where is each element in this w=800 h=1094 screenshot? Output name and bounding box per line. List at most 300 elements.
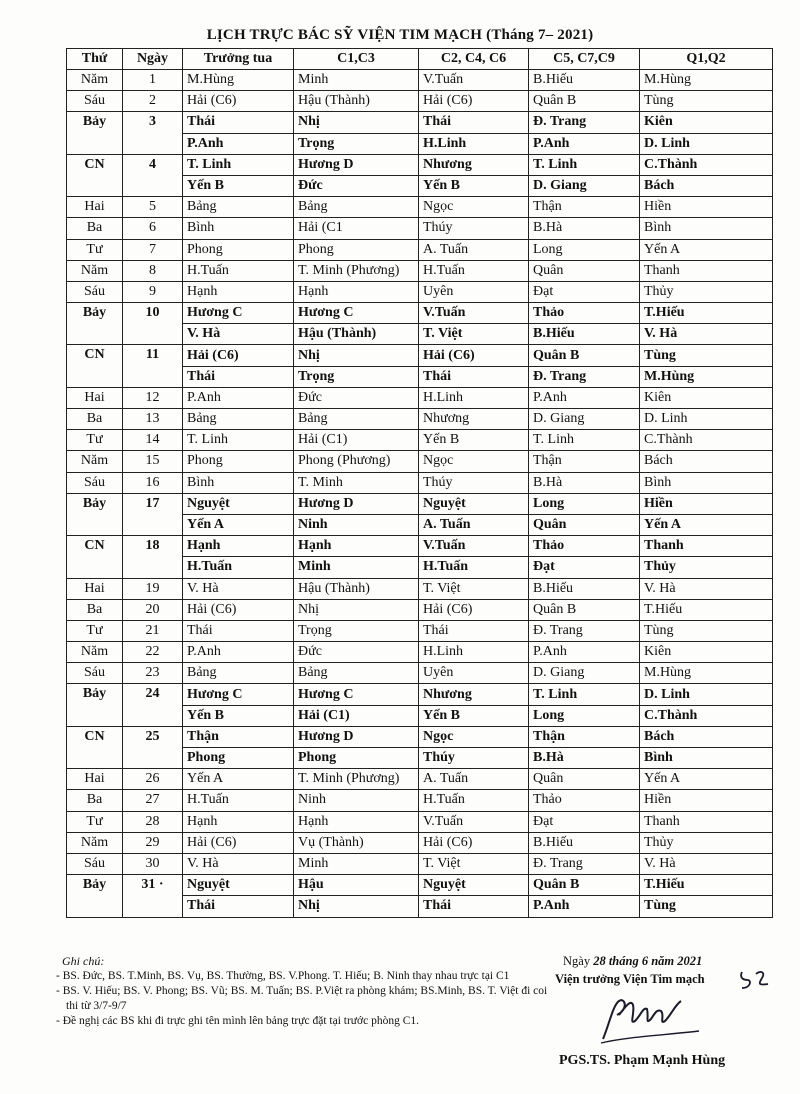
cell-shift-lead: T. Linh xyxy=(183,430,294,451)
cell-c5-c7-c9: Đ. Trang xyxy=(529,366,640,387)
cell-date: 1 xyxy=(123,70,183,91)
cell-q1-q2: Hiền xyxy=(640,790,773,811)
table-row xyxy=(67,91,773,112)
cell-c5-c7-c9: Quân B xyxy=(529,875,640,896)
cell-c1-c3: Hương D xyxy=(294,493,419,514)
table-row xyxy=(67,239,773,260)
table-row xyxy=(67,472,773,493)
cell-c2-c4-c6: Nhương xyxy=(419,684,529,705)
cell-c1-c3: T. Minh (Phương) xyxy=(294,260,419,281)
cell-shift-lead: Hải (C6) xyxy=(183,832,294,853)
cell-shift-lead: Yến B xyxy=(183,175,294,196)
cell-date: 15 xyxy=(123,451,183,472)
cell-c2-c4-c6: Ngọc xyxy=(419,726,529,747)
cell-day: CN xyxy=(67,154,123,196)
cell-date: 12 xyxy=(123,387,183,408)
cell-c2-c4-c6: T. Việt xyxy=(419,853,529,874)
cell-q1-q2: Tùng xyxy=(640,345,773,366)
table-row xyxy=(67,726,773,747)
cell-day: Bảy xyxy=(67,684,123,726)
cell-c1-c3: Trọng xyxy=(294,366,419,387)
cell-shift-lead: Hạnh xyxy=(183,281,294,302)
cell-c1-c3: Đức xyxy=(294,387,419,408)
cell-c5-c7-c9: D. Giang xyxy=(529,663,640,684)
cell-day: Hai xyxy=(67,769,123,790)
cell-c1-c3: Nhị xyxy=(294,599,419,620)
cell-c5-c7-c9: Đạt xyxy=(529,281,640,302)
cell-shift-lead: Phong xyxy=(183,239,294,260)
cell-q1-q2: Thủy xyxy=(640,281,773,302)
cell-shift-lead: P.Anh xyxy=(183,387,294,408)
table-row xyxy=(67,578,773,599)
cell-c2-c4-c6: Uyên xyxy=(419,281,529,302)
cell-q1-q2: C.Thành xyxy=(640,430,773,451)
cell-c1-c3: Hương D xyxy=(294,154,419,175)
cell-c1-c3: Hạnh xyxy=(294,281,419,302)
cell-q1-q2: V. Hà xyxy=(640,853,773,874)
cell-c5-c7-c9: D. Giang xyxy=(529,175,640,196)
cell-day: Năm xyxy=(67,260,123,281)
cell-c2-c4-c6: H.Tuấn xyxy=(419,557,529,578)
cell-date: 3 xyxy=(123,112,183,154)
cell-q1-q2: Hiền xyxy=(640,197,773,218)
cell-c2-c4-c6: Ngọc xyxy=(419,451,529,472)
cell-c1-c3: Hậu xyxy=(294,875,419,896)
cell-c1-c3: Nhị xyxy=(294,896,419,917)
table-row xyxy=(67,281,773,302)
cell-day: Năm xyxy=(67,642,123,663)
cell-date: 25 xyxy=(123,726,183,768)
cell-day: Bảy xyxy=(67,875,123,917)
cell-date: 20 xyxy=(123,599,183,620)
cell-c2-c4-c6: T. Việt xyxy=(419,578,529,599)
cell-shift-lead: Phong xyxy=(183,748,294,769)
cell-date: 11 xyxy=(123,345,183,387)
cell-q1-q2: V. Hà xyxy=(640,324,773,345)
table-row xyxy=(67,642,773,663)
cell-q1-q2: C.Thành xyxy=(640,705,773,726)
table-row xyxy=(67,769,773,790)
cell-date: 13 xyxy=(123,409,183,430)
cell-c1-c3: T. Minh xyxy=(294,472,419,493)
cell-day: Tư xyxy=(67,239,123,260)
cell-c5-c7-c9: P.Anh xyxy=(529,133,640,154)
cell-q1-q2: D. Linh xyxy=(640,133,773,154)
cell-date: 23 xyxy=(123,663,183,684)
cell-c5-c7-c9: P.Anh xyxy=(529,387,640,408)
cell-c5-c7-c9: Long xyxy=(529,239,640,260)
table-row xyxy=(67,663,773,684)
cell-shift-lead: Bảng xyxy=(183,409,294,430)
cell-c2-c4-c6: Hải (C6) xyxy=(419,91,529,112)
cell-shift-lead: Thận xyxy=(183,726,294,747)
cell-c1-c3: Minh xyxy=(294,70,419,91)
cell-c1-c3: Hậu (Thành) xyxy=(294,91,419,112)
cell-date: 18 xyxy=(123,536,183,578)
cell-q1-q2: Yến A xyxy=(640,239,773,260)
cell-c2-c4-c6: Nhương xyxy=(419,409,529,430)
cell-q1-q2: Thanh xyxy=(640,811,773,832)
cell-c5-c7-c9: Long xyxy=(529,705,640,726)
cell-date: 26 xyxy=(123,769,183,790)
cell-c1-c3: Minh xyxy=(294,853,419,874)
cell-c1-c3: Hương D xyxy=(294,726,419,747)
cell-shift-lead: Nguyệt xyxy=(183,493,294,514)
cell-shift-lead: M.Hùng xyxy=(183,70,294,91)
cell-date: 24 xyxy=(123,684,183,726)
cell-q1-q2: T.Hiếu xyxy=(640,875,773,896)
cell-c5-c7-c9: B.Hiếu xyxy=(529,832,640,853)
cell-date: 4 xyxy=(123,154,183,196)
cell-c2-c4-c6: Hải (C6) xyxy=(419,345,529,366)
cell-shift-lead: P.Anh xyxy=(183,133,294,154)
cell-date: 5 xyxy=(123,197,183,218)
cell-c2-c4-c6: H.Linh xyxy=(419,387,529,408)
cell-c2-c4-c6: Yến B xyxy=(419,705,529,726)
cell-q1-q2: Bách xyxy=(640,175,773,196)
table-body xyxy=(67,70,773,918)
cell-day: Sáu xyxy=(67,663,123,684)
cell-date: 30 xyxy=(123,853,183,874)
cell-shift-lead: Thái xyxy=(183,112,294,133)
cell-c5-c7-c9: B.Hà xyxy=(529,748,640,769)
cell-day: Tư xyxy=(67,811,123,832)
cell-c2-c4-c6: Thúy xyxy=(419,472,529,493)
header-c5-c7-c9: C5, C7,C9 xyxy=(529,49,640,70)
table-header-row xyxy=(67,49,773,70)
note-item: - BS. Đức, BS. T.Minh, BS. Vụ, BS. Thường, BS. V.Phong. T. Hiếu; B. Ninh thay nhau trực tại C1 xyxy=(56,970,510,982)
cell-shift-lead: P.Anh xyxy=(183,642,294,663)
cell-day: Bảy xyxy=(67,303,123,345)
cell-c5-c7-c9: T. Linh xyxy=(529,154,640,175)
cell-c2-c4-c6: V.Tuấn xyxy=(419,536,529,557)
cell-q1-q2: M.Hùng xyxy=(640,663,773,684)
cell-q1-q2: C.Thành xyxy=(640,154,773,175)
cell-q1-q2: Yến A xyxy=(640,769,773,790)
cell-shift-lead: Bình xyxy=(183,218,294,239)
cell-c5-c7-c9: P.Anh xyxy=(529,642,640,663)
table-row xyxy=(67,112,773,133)
cell-c5-c7-c9: Thảo xyxy=(529,303,640,324)
cell-c2-c4-c6: V.Tuấn xyxy=(419,303,529,324)
cell-date: 17 xyxy=(123,493,183,535)
cell-q1-q2: Kiên xyxy=(640,387,773,408)
cell-shift-lead: T. Linh xyxy=(183,154,294,175)
table-row xyxy=(67,197,773,218)
cell-shift-lead: Thái xyxy=(183,620,294,641)
cell-day: Sáu xyxy=(67,853,123,874)
cell-c5-c7-c9: Thảo xyxy=(529,536,640,557)
cell-day: Bảy xyxy=(67,493,123,535)
table-row xyxy=(67,387,773,408)
cell-shift-lead: Bảng xyxy=(183,197,294,218)
cell-c1-c3: Bảng xyxy=(294,197,419,218)
cell-c2-c4-c6: Ngọc xyxy=(419,197,529,218)
handwritten-mark xyxy=(738,968,774,992)
signature-date-value: 28 tháng 6 năm 2021 xyxy=(593,954,703,968)
cell-day: Ba xyxy=(67,790,123,811)
cell-c1-c3: Hậu (Thành) xyxy=(294,578,419,599)
cell-c5-c7-c9: Thận xyxy=(529,197,640,218)
cell-c1-c3: Nhị xyxy=(294,345,419,366)
cell-q1-q2: M.Hùng xyxy=(640,366,773,387)
cell-shift-lead: Bình xyxy=(183,472,294,493)
header-day: Thứ xyxy=(67,49,123,70)
cell-date: 2 xyxy=(123,91,183,112)
cell-c2-c4-c6: Nguyệt xyxy=(419,493,529,514)
cell-day: Ba xyxy=(67,409,123,430)
cell-shift-lead: Thái xyxy=(183,896,294,917)
cell-c2-c4-c6: Thái xyxy=(419,620,529,641)
cell-q1-q2: Tùng xyxy=(640,896,773,917)
table-row xyxy=(67,599,773,620)
table-row xyxy=(67,70,773,91)
cell-c1-c3: Nhị xyxy=(294,112,419,133)
cell-c2-c4-c6: Uyên xyxy=(419,663,529,684)
cell-day: Sáu xyxy=(67,281,123,302)
cell-shift-lead: H.Tuấn xyxy=(183,557,294,578)
cell-c5-c7-c9: D. Giang xyxy=(529,409,640,430)
table-row xyxy=(67,218,773,239)
cell-shift-lead: Hạnh xyxy=(183,811,294,832)
cell-c5-c7-c9: Thảo xyxy=(529,790,640,811)
header-shift-lead: Trưởng tua xyxy=(183,49,294,70)
table-row xyxy=(67,430,773,451)
cell-c5-c7-c9: Đ. Trang xyxy=(529,112,640,133)
table-row xyxy=(67,451,773,472)
cell-c5-c7-c9: B.Hiếu xyxy=(529,70,640,91)
cell-shift-lead: H.Tuấn xyxy=(183,260,294,281)
table-row xyxy=(67,620,773,641)
cell-day: Tư xyxy=(67,430,123,451)
cell-shift-lead: Hương C xyxy=(183,684,294,705)
cell-c5-c7-c9: T. Linh xyxy=(529,430,640,451)
signer-name: PGS.TS. Phạm Mạnh Hùng xyxy=(559,1053,726,1068)
cell-day: Sáu xyxy=(67,91,123,112)
cell-day: CN xyxy=(67,536,123,578)
cell-day: CN xyxy=(67,726,123,768)
notes-heading: Ghi chú: xyxy=(62,954,105,968)
cell-date: 27 xyxy=(123,790,183,811)
cell-c5-c7-c9: Quân xyxy=(529,260,640,281)
cell-c1-c3: Trọng xyxy=(294,620,419,641)
cell-date: 16 xyxy=(123,472,183,493)
cell-c1-c3: Vụ (Thành) xyxy=(294,832,419,853)
header-c1-c3: C1,C3 xyxy=(294,49,419,70)
cell-q1-q2: V. Hà xyxy=(640,578,773,599)
cell-c1-c3: Hạnh xyxy=(294,811,419,832)
cell-date: 29 xyxy=(123,832,183,853)
cell-q1-q2: D. Linh xyxy=(640,684,773,705)
cell-c2-c4-c6: Nhương xyxy=(419,154,529,175)
cell-c2-c4-c6: Yến B xyxy=(419,430,529,451)
cell-c5-c7-c9: Đ. Trang xyxy=(529,620,640,641)
cell-shift-lead: Nguyệt xyxy=(183,875,294,896)
cell-shift-lead: V. Hà xyxy=(183,324,294,345)
table-row xyxy=(67,493,773,514)
table-row xyxy=(67,536,773,557)
cell-q1-q2: Thủy xyxy=(640,832,773,853)
cell-date: 21 xyxy=(123,620,183,641)
cell-shift-lead: Hạnh xyxy=(183,536,294,557)
cell-c5-c7-c9: Thận xyxy=(529,726,640,747)
cell-c5-c7-c9: Quân B xyxy=(529,345,640,366)
table-row xyxy=(67,154,773,175)
cell-date: 7 xyxy=(123,239,183,260)
header-c2-c4-c6: C2, C4, C6 xyxy=(419,49,529,70)
table-row xyxy=(67,260,773,281)
cell-date: 10 xyxy=(123,303,183,345)
cell-shift-lead: Yến B xyxy=(183,705,294,726)
cell-c5-c7-c9: T. Linh xyxy=(529,684,640,705)
handwritten-signature xyxy=(595,995,705,1045)
cell-c1-c3: Hậu (Thành) xyxy=(294,324,419,345)
table-row xyxy=(67,790,773,811)
cell-c2-c4-c6: Yến B xyxy=(419,175,529,196)
cell-c1-c3: Bảng xyxy=(294,663,419,684)
cell-shift-lead: V. Hà xyxy=(183,853,294,874)
cell-c1-c3: Hải (C1) xyxy=(294,430,419,451)
cell-c2-c4-c6: Thúy xyxy=(419,748,529,769)
cell-shift-lead: Phong xyxy=(183,451,294,472)
cell-c2-c4-c6: A. Tuấn xyxy=(419,769,529,790)
notes-section xyxy=(52,954,552,1029)
cell-date: 28 xyxy=(123,811,183,832)
cell-c5-c7-c9: Thận xyxy=(529,451,640,472)
cell-q1-q2: Kiên xyxy=(640,642,773,663)
cell-c1-c3: Đức xyxy=(294,642,419,663)
cell-day: Hai xyxy=(67,387,123,408)
cell-q1-q2: Thanh xyxy=(640,260,773,281)
cell-q1-q2: Bách xyxy=(640,726,773,747)
cell-day: Bảy xyxy=(67,112,123,154)
duty-schedule-table xyxy=(66,48,773,918)
cell-shift-lead: Hải (C6) xyxy=(183,345,294,366)
cell-q1-q2: Bình xyxy=(640,748,773,769)
signature-date-prefix: Ngày xyxy=(563,954,591,968)
cell-q1-q2: D. Linh xyxy=(640,409,773,430)
cell-c2-c4-c6: H.Linh xyxy=(419,642,529,663)
table-row xyxy=(67,345,773,366)
cell-date: 14 xyxy=(123,430,183,451)
cell-c2-c4-c6: Thái xyxy=(419,366,529,387)
cell-c2-c4-c6: H.Linh xyxy=(419,133,529,154)
cell-day: Hai xyxy=(67,578,123,599)
cell-c1-c3: Hương C xyxy=(294,303,419,324)
cell-c2-c4-c6: V.Tuấn xyxy=(419,70,529,91)
cell-shift-lead: Hải (C6) xyxy=(183,599,294,620)
cell-shift-lead: Bảng xyxy=(183,663,294,684)
cell-q1-q2: T.Hiếu xyxy=(640,599,773,620)
cell-q1-q2: Tùng xyxy=(640,91,773,112)
cell-day: Tư xyxy=(67,620,123,641)
cell-shift-lead: V. Hà xyxy=(183,578,294,599)
cell-c2-c4-c6: A. Tuấn xyxy=(419,514,529,535)
cell-date: 9 xyxy=(123,281,183,302)
cell-day: Năm xyxy=(67,832,123,853)
cell-c5-c7-c9: Quân B xyxy=(529,91,640,112)
cell-date: 22 xyxy=(123,642,183,663)
cell-day: CN xyxy=(67,345,123,387)
cell-q1-q2: Kiên xyxy=(640,112,773,133)
table-row xyxy=(67,409,773,430)
cell-q1-q2: Bình xyxy=(640,218,773,239)
cell-q1-q2: T.Hiếu xyxy=(640,303,773,324)
signature-date xyxy=(563,954,785,969)
cell-c5-c7-c9: B.Hiếu xyxy=(529,578,640,599)
signature-role: Viện trưởng Viện Tim mạch xyxy=(555,972,705,986)
table-row xyxy=(67,303,773,324)
cell-shift-lead: Yến A xyxy=(183,769,294,790)
cell-c2-c4-c6: Hải (C6) xyxy=(419,599,529,620)
table-row xyxy=(67,875,773,896)
cell-date: 6 xyxy=(123,218,183,239)
cell-day: Năm xyxy=(67,451,123,472)
cell-c1-c3: Hạnh xyxy=(294,536,419,557)
cell-c5-c7-c9: B.Hà xyxy=(529,218,640,239)
cell-date: 19 xyxy=(123,578,183,599)
cell-q1-q2: Bách xyxy=(640,451,773,472)
cell-c2-c4-c6: H.Tuấn xyxy=(419,260,529,281)
cell-c1-c3: Hải (C1) xyxy=(294,705,419,726)
cell-c2-c4-c6: T. Việt xyxy=(419,324,529,345)
table-row xyxy=(67,853,773,874)
note-item: - BS. V. Hiếu; BS. V. Phong; BS. Vũ; BS. M. Tuấn; BS. P.Việt ra phòng khám; BS.Minh, BS. T. Việt đi coi thi từ 3/7-9/7 xyxy=(56,985,548,1012)
cell-c2-c4-c6: V.Tuấn xyxy=(419,811,529,832)
cell-q1-q2: Hiền xyxy=(640,493,773,514)
cell-c1-c3: Phong (Phương) xyxy=(294,451,419,472)
cell-c5-c7-c9: B.Hiếu xyxy=(529,324,640,345)
table-row xyxy=(67,684,773,705)
cell-c1-c3: Ninh xyxy=(294,514,419,535)
header-date: Ngày xyxy=(123,49,183,70)
cell-c5-c7-c9: Đ. Trang xyxy=(529,853,640,874)
cell-day: Ba xyxy=(67,218,123,239)
cell-shift-lead: H.Tuấn xyxy=(183,790,294,811)
cell-c2-c4-c6: H.Tuấn xyxy=(419,790,529,811)
cell-q1-q2: Tùng xyxy=(640,620,773,641)
cell-c5-c7-c9: Quân xyxy=(529,514,640,535)
cell-c1-c3: Hương C xyxy=(294,684,419,705)
cell-shift-lead: Thái xyxy=(183,366,294,387)
cell-c1-c3: Bảng xyxy=(294,409,419,430)
cell-day: Năm xyxy=(67,70,123,91)
cell-q1-q2: Yến A xyxy=(640,514,773,535)
cell-day: Ba xyxy=(67,599,123,620)
cell-date: 8 xyxy=(123,260,183,281)
cell-shift-lead: Hải (C6) xyxy=(183,91,294,112)
cell-day: Hai xyxy=(67,197,123,218)
cell-c1-c3: T. Minh (Phương) xyxy=(294,769,419,790)
cell-c1-c3: Hải (C1 xyxy=(294,218,419,239)
cell-c1-c3: Phong xyxy=(294,748,419,769)
cell-c2-c4-c6: Hải (C6) xyxy=(419,832,529,853)
cell-c1-c3: Minh xyxy=(294,557,419,578)
cell-c2-c4-c6: Thúy xyxy=(419,218,529,239)
cell-c5-c7-c9: Đạt xyxy=(529,557,640,578)
cell-c5-c7-c9: Quân B xyxy=(529,599,640,620)
page-title: LỊCH TRỰC BÁC SỸ VIỆN TIM MẠCH (Tháng 7– 2021) xyxy=(206,27,594,43)
cell-c1-c3: Đức xyxy=(294,175,419,196)
cell-shift-lead: Yến A xyxy=(183,514,294,535)
cell-q1-q2: Thủy xyxy=(640,557,773,578)
cell-c1-c3: Trọng xyxy=(294,133,419,154)
header-q1-q2: Q1,Q2 xyxy=(640,49,773,70)
note-item: - Đề nghị các BS khi đi trực ghi tên mình lên bảng trực đặt tại trước phòng C1. xyxy=(56,1015,419,1027)
cell-c2-c4-c6: Thái xyxy=(419,112,529,133)
cell-c2-c4-c6: Nguyệt xyxy=(419,875,529,896)
cell-c1-c3: Ninh xyxy=(294,790,419,811)
